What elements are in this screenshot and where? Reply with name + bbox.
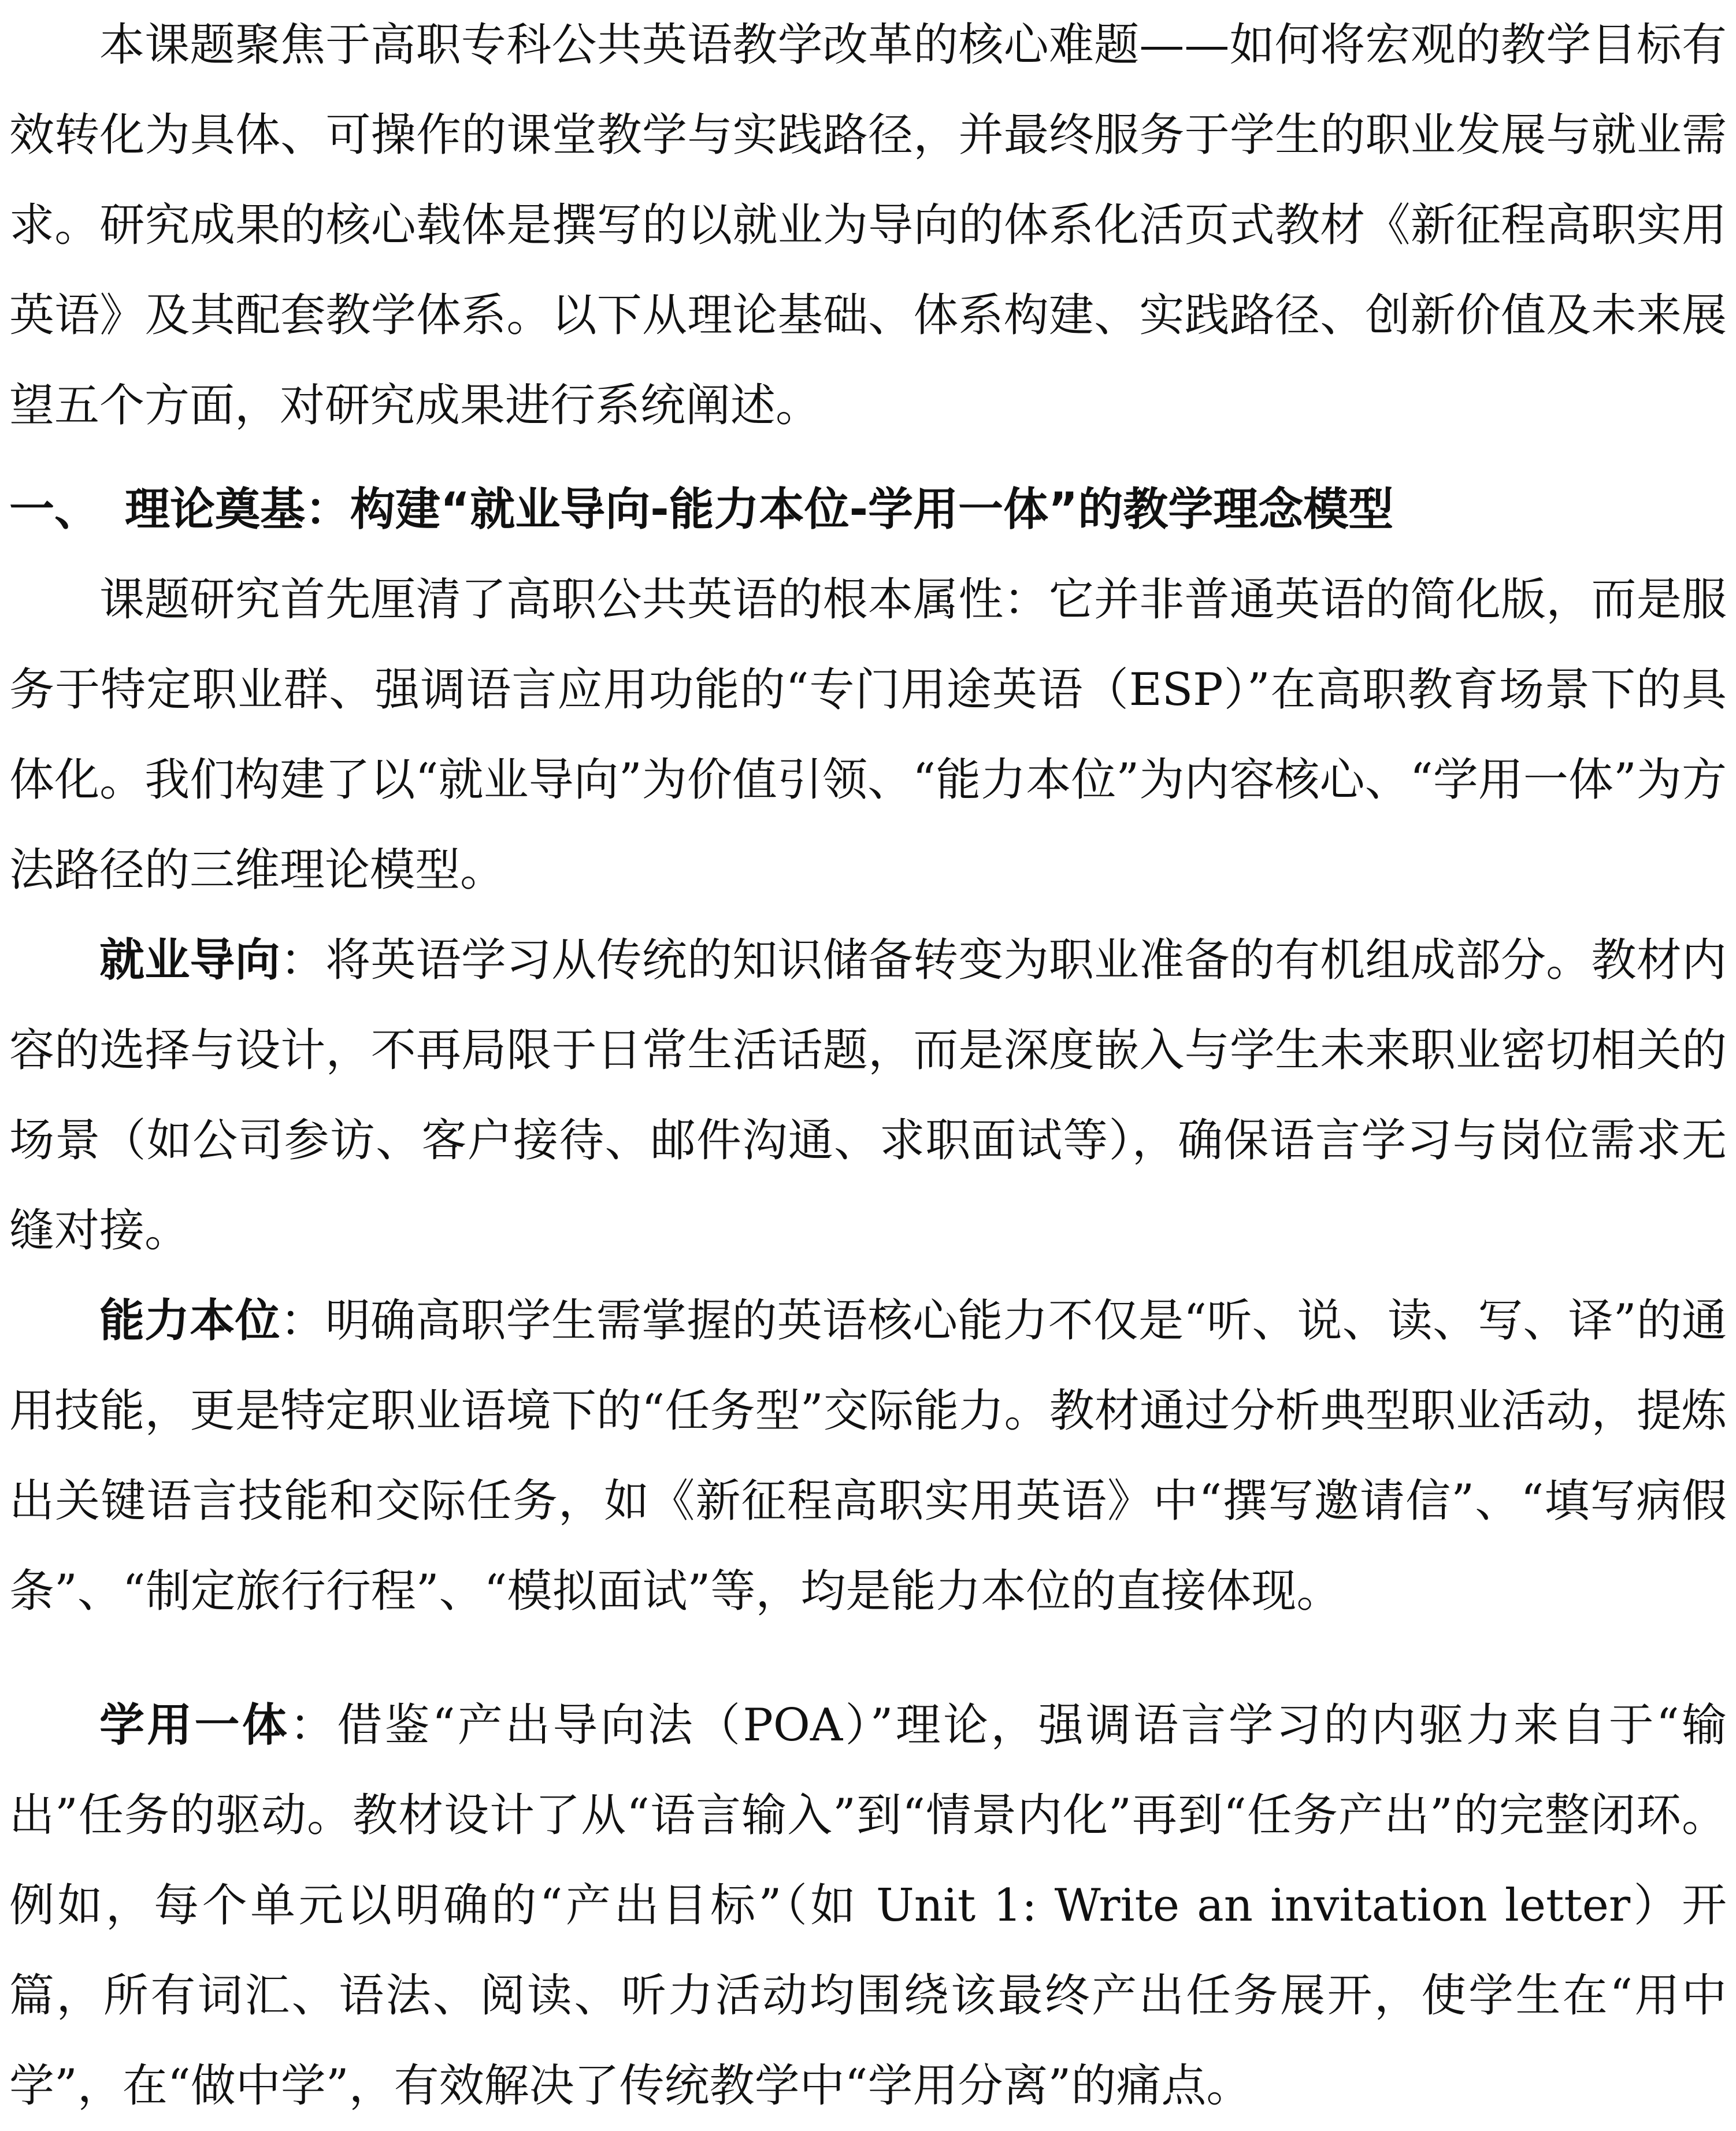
integration-text: ：借鉴“产出导向法（POA）”理论，强调语言学习的内驱力来自于“输出”任务的驱动。教材设计了从“语言输入”到“情景内化”再到“任务产出”的完整闭环。例如，每个单元以明确的“产出目标”（如 Unit 1: Write an invitation letter）开篇，所有词汇、语法、阅读、听力活动均围绕该最终产出任务展开，使学生在“用中学”，在“做中学”，有效解决了传统教学中“学用分离”的痛点。 [9, 1699, 1727, 2112]
theory-paragraph: 课题研究首先厘清了高职公共英语的根本属性：它并非普通英语的简化版，而是服务于特定职业群、强调语言应用功能的“专门用途英语（ESP）”在高职教育场景下的具体化。我们构建了以“就业导向”为价值引领、“能力本位”为内容核心、“学用一体”为方法路径的三维理论模型。 [9, 574, 1727, 896]
section-number: 一、 [9, 484, 100, 536]
section-title: 理论奠基：构建“就业导向-能力本位-学用一体”的教学理念模型 [125, 484, 1394, 536]
employment-paragraph [9, 915, 1727, 1276]
employment-text: ：将英语学习从传统的知识储备转变为职业准备的有机组成部分。教材内容的选择与设计，不再局限于日常生活话题，而是深度嵌入与学生未来职业密切相关的场景（如公司参访、客户接待、邮件沟通、求职面试等），确保语言学习与岗位需求无缝对接。 [9, 934, 1727, 1257]
ability-text: ：明确高职学生需掌握的英语核心能力不仅是“听、说、读、写、译”的通用技能，更是特定职业语境下的“任务型”交际能力。教材通过分析典型职业活动，提炼出关键语言技能和交际任务，如《新征程高职实用英语》中“撰写邀请信”、“填写病假条”、“制定旅行行程”、“模拟面试”等，均是能力本位的直接体现。 [9, 1295, 1727, 1617]
ability-term: 能力本位 [99, 1295, 280, 1347]
section-heading [9, 465, 1727, 555]
employment-term: 就业导向 [99, 934, 280, 986]
intro-paragraph: 本课题聚焦于高职专科公共英语教学改革的核心难题——如何将宏观的教学目标有效转化为具体、可操作的课堂教学与实践路径，并最终服务于学生的职业发展与就业需求。研究成果的核心载体是撰写的以就业为导向的体系化活页式教材《新征程高职实用英语》及其配套教学体系。以下从理论基础、体系构建、实践路径、创新价值及未来展望五个方面，对研究成果进行系统阐述。 [9, 19, 1727, 432]
integration-paragraph [9, 1680, 1727, 2131]
integration-term: 学用一体 [99, 1699, 290, 1751]
ability-paragraph [9, 1276, 1727, 1636]
